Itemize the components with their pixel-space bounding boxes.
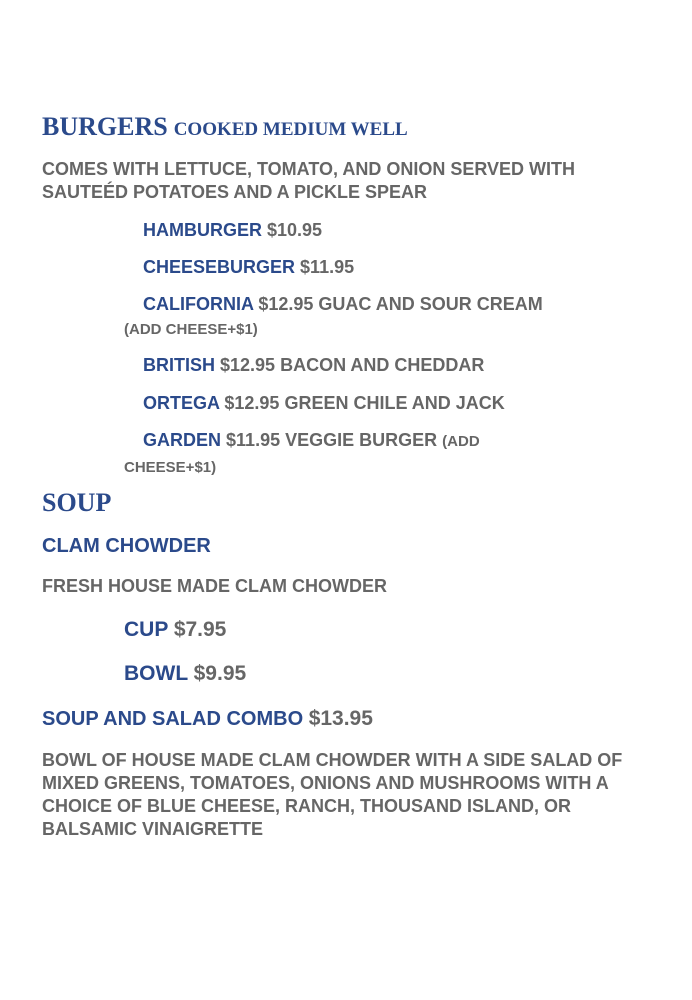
burgers-title: BURGERS [42, 112, 168, 141]
item-name: CLAM CHOWDER [42, 535, 211, 557]
menu-item-garden [124, 428, 544, 480]
item-price: $12.95 [224, 393, 280, 413]
item-price: $12.95 [258, 294, 314, 314]
item-note: (ADD CHEESE+$1) [124, 321, 258, 338]
menu-item-ortega [124, 391, 544, 415]
menu-item-hamburger [124, 218, 544, 242]
item-description: BACON AND CHEDDAR [280, 355, 485, 375]
soup-salad-combo-description: BOWL OF HOUSE MADE CLAM CHOWDER WITH A SIDE SALAD OF MIXED GREENS, TOMATOES, ONIONS AND MUSHROOMS WITH A CHOICE OF BLUE CHEESE, RANCH, THOUSAND ISLAND, OR BALSAMIC VINAIGRETTE [42, 750, 623, 839]
item-name: ORTEGA [143, 393, 220, 413]
item-name: CHEESEBURGER [143, 257, 296, 277]
item-description: GREEN CHILE AND JACK [284, 393, 505, 413]
menu-item-cheeseburger [124, 255, 544, 279]
clam-chowder-heading [42, 535, 211, 558]
item-description: VEGGIE BURGER [285, 430, 438, 450]
size-item-cup [124, 618, 226, 642]
item-note: (ADD CHEESE+$1) [124, 433, 480, 476]
size-item-bowl [124, 662, 246, 686]
item-price: $13.95 [308, 707, 373, 730]
burgers-heading [42, 112, 408, 142]
soup-heading [42, 488, 111, 518]
soup-title: SOUP [42, 488, 112, 517]
item-price: $11.95 [226, 430, 281, 450]
item-name: BRITISH [143, 355, 215, 375]
burgers-description: COMES WITH LETTUCE, TOMATO, AND ONION SERVED WITH SAUTEÉD POTATOES AND A PICKLE SPEAR [42, 159, 576, 202]
item-name: CALIFORNIA [143, 294, 254, 314]
burgers-subtitle: COOKED MEDIUM WELL [173, 119, 408, 140]
size-price: $9.95 [193, 662, 247, 685]
item-price: $12.95 [220, 355, 276, 375]
soup-salad-combo-heading [42, 707, 373, 731]
size-price: $7.95 [173, 618, 227, 641]
item-price: $10.95 [267, 220, 323, 240]
size-name: CUP [124, 618, 168, 641]
menu-item-british [124, 353, 544, 377]
item-name: GARDEN [143, 430, 222, 450]
item-name: HAMBURGER [143, 220, 262, 240]
clam-chowder-description: FRESH HOUSE MADE CLAM CHOWDER [42, 576, 387, 596]
item-price: $11.95 [300, 257, 355, 277]
size-name: BOWL [124, 662, 188, 685]
item-name: SOUP AND SALAD COMBO [42, 708, 304, 730]
menu-item-california [124, 292, 544, 342]
item-description: GUAC AND SOUR CREAM [318, 294, 543, 314]
